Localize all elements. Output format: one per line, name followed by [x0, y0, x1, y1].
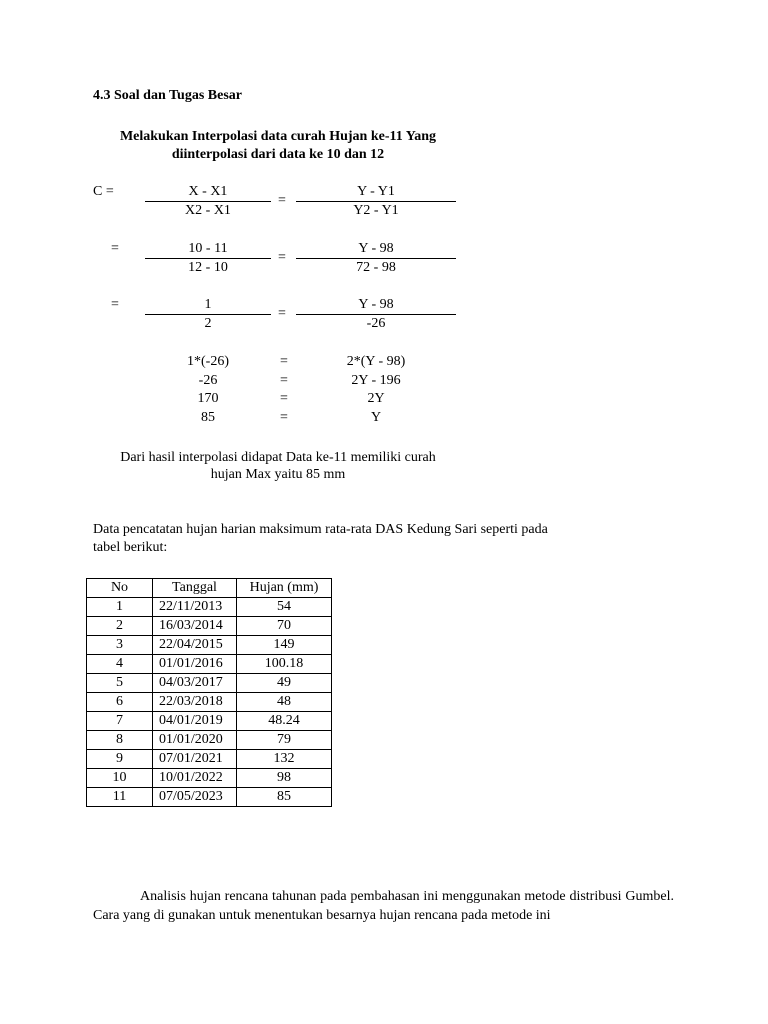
- cell-rainfall: 132: [237, 750, 332, 769]
- table-row: [87, 750, 332, 769]
- formula-label: C =: [93, 184, 114, 199]
- conclusion-line1: Dari hasil interpolasi didapat Data ke-11 memiliki curah: [120, 450, 436, 465]
- cell-rainfall: 49: [237, 674, 332, 693]
- row3-left-numerator: 1: [204, 297, 212, 312]
- cell-no: 2: [87, 617, 153, 636]
- cell-date: 07/05/2023: [153, 788, 237, 807]
- cell-no: 10: [87, 769, 153, 788]
- problem-title-line1: Melakukan Interpolasi data curah Hujan ke-11 Yang: [119, 129, 437, 144]
- step-left: -26: [198, 373, 218, 388]
- equals-sign: =: [278, 250, 286, 265]
- row2-right-denominator: 72 - 98: [356, 260, 396, 275]
- cell-no: 8: [87, 731, 153, 750]
- row1-right-numerator: Y - Y1: [357, 184, 395, 199]
- intro-line1: Data pencatatan hujan harian maksimum rata-rata DAS Kedung Sari seperti pada: [93, 522, 548, 537]
- conclusion-line2: hujan Max yaitu 85 mm: [210, 467, 346, 482]
- cell-date: 01/01/2020: [153, 731, 237, 750]
- cell-date: 01/01/2016: [153, 655, 237, 674]
- row1-left-numerator: X - X1: [188, 184, 228, 199]
- cell-date: 04/01/2019: [153, 712, 237, 731]
- cell-date: 04/03/2017: [153, 674, 237, 693]
- equals-sign: =: [111, 241, 119, 256]
- cell-no: 1: [87, 598, 153, 617]
- step-right: 2Y: [367, 391, 385, 406]
- fraction-line: [296, 258, 456, 259]
- table-row: [87, 769, 332, 788]
- table-row: [87, 788, 332, 807]
- row3-right-numerator: Y - 98: [358, 297, 394, 312]
- cell-no: 6: [87, 693, 153, 712]
- table-row: [87, 674, 332, 693]
- cell-date: 10/01/2022: [153, 769, 237, 788]
- step-left: 85: [201, 410, 215, 425]
- cell-rainfall: 79: [237, 731, 332, 750]
- equals-sign: =: [278, 193, 286, 208]
- cell-date: 22/03/2018: [153, 693, 237, 712]
- column-header-hujan: Hujan (mm): [237, 579, 332, 598]
- step-equals: =: [280, 410, 288, 425]
- cell-no: 3: [87, 636, 153, 655]
- table-row: [87, 693, 332, 712]
- row3-right-denominator: -26: [366, 316, 386, 331]
- intro-line2: tabel berikut:: [93, 540, 168, 555]
- step-equals: =: [280, 373, 288, 388]
- fraction-line: [296, 314, 456, 315]
- table-row: [87, 617, 332, 636]
- row3-left-denominator: 2: [204, 316, 212, 331]
- cell-date: 16/03/2014: [153, 617, 237, 636]
- table-row: [87, 712, 332, 731]
- fraction-line: [145, 201, 271, 202]
- table-row: [87, 598, 332, 617]
- section-heading: 4.3 Soal dan Tugas Besar: [93, 88, 242, 103]
- problem-title-line2: diinterpolasi dari data ke 10 dan 12: [171, 147, 385, 162]
- column-header-tanggal: Tanggal: [153, 579, 237, 598]
- fraction-line: [145, 258, 271, 259]
- cell-rainfall: 54: [237, 598, 332, 617]
- cell-rainfall: 85: [237, 788, 332, 807]
- step-right: 2*(Y - 98): [346, 354, 406, 369]
- column-header-no: No: [87, 579, 153, 598]
- row1-left-denominator: X2 - X1: [185, 203, 231, 218]
- cell-rainfall: 100.18: [237, 655, 332, 674]
- cell-date: 07/01/2021: [153, 750, 237, 769]
- cell-rainfall: 149: [237, 636, 332, 655]
- step-left: 1*(-26): [187, 354, 229, 369]
- row2-right-numerator: Y - 98: [358, 241, 394, 256]
- equals-sign: =: [278, 306, 286, 321]
- cell-no: 4: [87, 655, 153, 674]
- step-right: 2Y - 196: [351, 373, 401, 388]
- step-left: 170: [197, 391, 219, 406]
- row2-left-denominator: 12 - 10: [188, 260, 228, 275]
- cell-no: 9: [87, 750, 153, 769]
- rainfall-table: [86, 578, 332, 807]
- cell-rainfall: 70: [237, 617, 332, 636]
- cell-rainfall: 48.24: [237, 712, 332, 731]
- equals-sign: =: [111, 297, 119, 312]
- table-header-row: [87, 579, 332, 598]
- table-row: [87, 655, 332, 674]
- cell-no: 5: [87, 674, 153, 693]
- cell-rainfall: 48: [237, 693, 332, 712]
- table-row: [87, 731, 332, 750]
- cell-date: 22/11/2013: [153, 598, 237, 617]
- cell-no: 11: [87, 788, 153, 807]
- table-row: [87, 636, 332, 655]
- fraction-line: [145, 314, 271, 315]
- step-equals: =: [280, 354, 288, 369]
- cell-no: 7: [87, 712, 153, 731]
- cell-rainfall: 98: [237, 769, 332, 788]
- fraction-line: [296, 201, 456, 202]
- cell-date: 22/04/2015: [153, 636, 237, 655]
- analysis-paragraph: Analisis hujan rencana tahunan pada pembahasan ini menggunakan metode distribusi Gumbel. Cara yang di gunakan untuk menentukan besarnya hujan rencana pada metode ini: [93, 889, 674, 923]
- row2-left-numerator: 10 - 11: [188, 241, 228, 256]
- step-equals: =: [280, 391, 288, 406]
- step-right: Y: [370, 410, 382, 425]
- row1-right-denominator: Y2 - Y1: [353, 203, 399, 218]
